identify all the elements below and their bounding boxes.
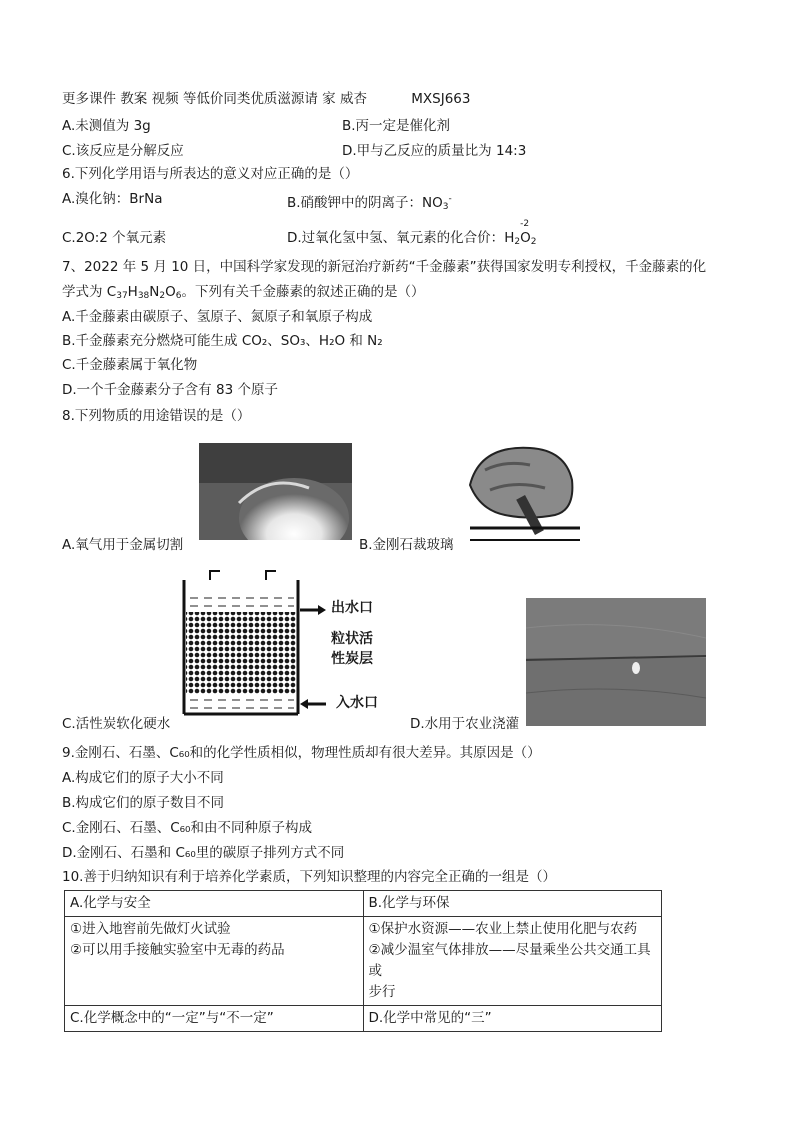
q6-option-a: A.溴化钠：BrNa xyxy=(62,191,163,207)
cell-a-head: A.化学与安全 xyxy=(65,891,364,917)
carbon-layer-label-1: 粒状活 xyxy=(331,631,373,647)
q9-stem: 9.金刚石、石墨、C₆₀和的化学性质相似，物理性质却有很大差异。其原因是（） xyxy=(62,745,541,761)
outlet-label: 出水口 xyxy=(331,600,373,616)
metal-cutting-photo xyxy=(199,443,352,540)
cell-c-head: C.化学概念中的“一定”与“不一定” xyxy=(65,1006,364,1032)
q9-option-b: B.构成它们的原子数目不同 xyxy=(62,795,225,811)
glass-cutter-photo xyxy=(460,440,585,545)
q5-option-d: D.甲与乙反应的质量比为 14:3 xyxy=(342,143,527,159)
q9-option-c: C.金刚石、石墨、C₆₀和由不同种原子构成 xyxy=(62,820,312,836)
promo-line xyxy=(62,90,470,108)
irrigation-photo xyxy=(526,598,706,726)
table-row xyxy=(65,1006,662,1032)
q8-option-a: A.氧气用于金属切割 xyxy=(62,537,184,553)
q7-option-b: B.千金藤素充分燃烧可能生成 CO₂、SO₃、H₂O 和 N₂ xyxy=(62,333,383,349)
cell-a-body: ①进入地窖前先做灯火试验 ②可以用手接触实验室中无毒的药品 xyxy=(65,917,364,1006)
q7-option-c: C.千金藤素属于氧化物 xyxy=(62,357,198,373)
cell-b-body: ①保护水资源——农业上禁止使用化肥与农药 ②减少温室气体排放——尽量乘坐公共交通工具或 步行 xyxy=(363,917,662,1006)
inlet-label: 入水口 xyxy=(336,695,378,711)
q7-stem-line2: 学式为 $C_{37}H_{38}N_2O_6$。下列有关千金藤素的叙述正确的是（） xyxy=(62,284,425,301)
carbon-filter-diagram xyxy=(176,568,404,718)
q9-option-a: A.构成它们的原子大小不同 xyxy=(62,770,224,786)
table-row xyxy=(65,891,662,917)
q8-option-c: C.活性炭软化硬水 xyxy=(62,716,171,732)
promo-code: MXSJ663 xyxy=(411,91,471,107)
q10-stem: 10.善于归纳知识有利于培养化学素质，下列知识整理的内容完全正确的一组是（） xyxy=(62,869,556,885)
promo-text: 更多课件 教案 视频 等低价同类优质滋源请 家 威杏 xyxy=(62,91,367,107)
q9-option-d: D.金刚石、石墨和 C₆₀里的碳原子排列方式不同 xyxy=(62,845,345,861)
q8-stem: 8.下列物质的用途错误的是（） xyxy=(62,408,251,424)
carbon-layer-label-2: 性炭层 xyxy=(331,651,373,667)
q5-option-c: C.该反应是分解反应 xyxy=(62,143,184,159)
q8-option-b: B.金刚石裁玻璃 xyxy=(359,537,454,553)
knowledge-table xyxy=(64,890,662,1032)
q6-option-b: B.硝酸钾中的阴离子：$NO_3^-$ xyxy=(287,194,452,212)
valence-mark: -2 xyxy=(520,219,530,229)
cell-b-head: B.化学与环保 xyxy=(363,891,662,917)
q8-option-d: D.水用于农业浇灌 xyxy=(410,716,520,732)
q6-option-d: D.过氧化氢中氢、氧元素的化合价：$H_2$ -2 $O_2$ xyxy=(287,229,536,251)
q7-stem-line1: 7、2022 年 5 月 10 日，中国科学家发现的新冠治疗新药“千金藤素”获得国家发明专利授权，千金藤素的化 xyxy=(62,259,707,275)
q6-stem: 6.下列化学用语与所表达的意义对应正确的是（） xyxy=(62,166,359,182)
q6-option-c: C.2O:2 个氧元素 xyxy=(62,230,167,246)
q7-option-a: A.千金藤素由碳原子、氢原子、氮原子和氧原子构成 xyxy=(62,309,373,325)
q5-option-b: B.丙一定是催化剂 xyxy=(342,118,451,134)
cell-d-head: D.化学中常见的“三” xyxy=(363,1006,662,1032)
q5-option-a: A.未测值为 3g xyxy=(62,118,151,134)
table-row xyxy=(65,917,662,1006)
q7-option-d: D.一个千金藤素分子含有 83 个原子 xyxy=(62,382,278,398)
